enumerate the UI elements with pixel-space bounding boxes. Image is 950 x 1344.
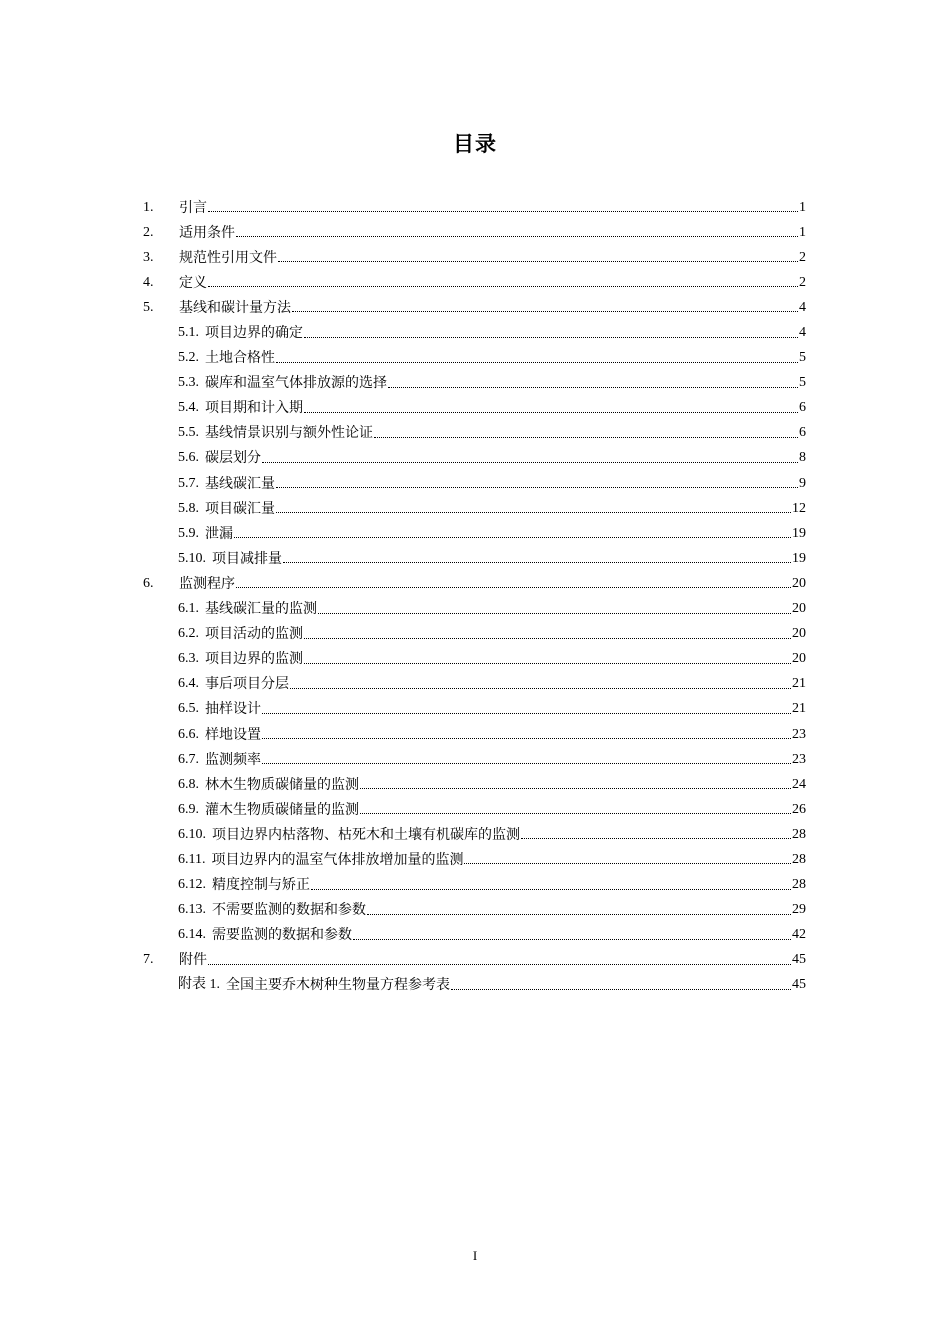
toc-entry[interactable]	[143, 195, 806, 220]
toc-entry[interactable]	[143, 446, 806, 471]
toc-entry-page: 24	[792, 776, 806, 792]
toc-entry-page: 6	[799, 400, 806, 416]
toc-entry[interactable]	[143, 973, 806, 998]
toc-entry-number: 6.2.	[178, 626, 199, 642]
toc-dot-leader	[304, 663, 791, 664]
toc-entry-page: 20	[792, 601, 806, 617]
toc-entry-number: 5.7.	[178, 475, 199, 491]
toc-entry-page: 6	[799, 425, 806, 441]
toc-entry-page: 28	[792, 877, 806, 893]
toc-entry-number: 5.9.	[178, 525, 199, 541]
toc-entry-number: 2.	[143, 224, 154, 240]
toc-entry[interactable]	[143, 622, 806, 647]
toc-entry[interactable]	[143, 923, 806, 948]
toc-entry-number: 5.3.	[178, 375, 199, 391]
toc-entry-number: 6.13.	[178, 902, 206, 918]
toc-entry[interactable]	[143, 948, 806, 973]
toc-entry-label: 碳层划分	[205, 450, 261, 467]
toc-entry-page: 20	[792, 651, 806, 667]
toc-entry[interactable]	[143, 772, 806, 797]
toc-dot-leader	[236, 587, 791, 588]
toc-entry-number: 附表 1.	[178, 977, 220, 993]
toc-entry-page: 2	[799, 274, 806, 290]
toc-entry[interactable]	[143, 496, 806, 521]
toc-entry[interactable]	[143, 371, 806, 396]
toc-entry-label: 附件	[179, 952, 207, 969]
table-of-contents	[143, 195, 806, 998]
toc-entry-label: 基线和碳计量方法	[179, 299, 291, 316]
toc-entry-page: 8	[799, 450, 806, 466]
toc-entry-number: 6.4.	[178, 676, 199, 692]
toc-entry[interactable]	[143, 822, 806, 847]
toc-entry[interactable]	[143, 421, 806, 446]
toc-entry-number: 6.7.	[178, 751, 199, 767]
toc-entry-label: 林木生物质碳储量的监测	[205, 776, 359, 793]
toc-dot-leader	[367, 914, 791, 915]
toc-entry[interactable]	[143, 647, 806, 672]
toc-entry-label: 精度控制与矫正	[212, 877, 310, 894]
toc-entry[interactable]	[143, 270, 806, 295]
toc-entry[interactable]	[143, 295, 806, 320]
toc-entry-label: 适用条件	[179, 224, 235, 241]
toc-entry[interactable]	[143, 245, 806, 270]
toc-dot-leader	[311, 889, 791, 890]
toc-entry-label: 泄漏	[205, 525, 233, 542]
toc-entry-label: 不需要监测的数据和参数	[212, 902, 366, 919]
toc-entry-number: 1.	[143, 199, 154, 215]
toc-entry-number: 5.10.	[178, 550, 206, 566]
toc-entry[interactable]	[143, 597, 806, 622]
toc-entry-label: 引言	[179, 199, 207, 216]
toc-entry-label: 抽样设计	[205, 701, 261, 718]
toc-entry[interactable]	[143, 672, 806, 697]
toc-entry-label: 全国主要乔木树种生物量方程参考表	[226, 977, 450, 994]
toc-entry-number: 6.9.	[178, 801, 199, 817]
toc-entry-page: 23	[792, 726, 806, 742]
toc-entry-page: 2	[799, 249, 806, 265]
toc-entry[interactable]	[143, 722, 806, 747]
toc-entry[interactable]	[143, 320, 806, 345]
toc-dot-leader	[360, 788, 791, 789]
toc-entry-label: 规范性引用文件	[179, 249, 277, 266]
toc-entry-page: 29	[792, 902, 806, 918]
toc-dot-leader	[292, 311, 798, 312]
toc-entry[interactable]	[143, 847, 806, 872]
toc-entry-page: 45	[792, 952, 806, 968]
toc-entry-label: 需要监测的数据和参数	[212, 927, 352, 944]
toc-dot-leader	[234, 537, 791, 538]
toc-entry-page: 5	[799, 350, 806, 366]
toc-entry-number: 5.4.	[178, 400, 199, 416]
toc-dot-leader	[388, 387, 798, 388]
toc-entry-number: 5.2.	[178, 350, 199, 366]
toc-entry-page: 21	[792, 676, 806, 692]
toc-dot-leader	[374, 437, 798, 438]
toc-entry[interactable]	[143, 571, 806, 596]
toc-entry[interactable]	[143, 747, 806, 772]
toc-entry-label: 碳库和温室气体排放源的选择	[205, 375, 387, 392]
toc-entry-label: 灌木生物质碳储量的监测	[205, 801, 359, 818]
toc-entry-number: 5.1.	[178, 325, 199, 341]
toc-entry-page: 19	[792, 550, 806, 566]
toc-entry-label: 项目碳汇量	[205, 500, 275, 517]
toc-dot-leader	[304, 412, 798, 413]
toc-entry-number: 5.	[143, 299, 154, 315]
page-title: 目录	[453, 132, 497, 156]
toc-entry-label: 基线碳汇量	[205, 475, 275, 492]
toc-entry-page: 9	[799, 475, 806, 491]
toc-entry-number: 6.5.	[178, 701, 199, 717]
toc-entry[interactable]	[143, 898, 806, 923]
toc-entry[interactable]	[143, 346, 806, 371]
toc-entry-label: 基线碳汇量的监测	[205, 601, 317, 618]
toc-dot-leader	[318, 613, 791, 614]
toc-entry-number: 6.1.	[178, 601, 199, 617]
toc-entry-page: 12	[792, 500, 806, 516]
toc-entry-number: 6.3.	[178, 651, 199, 667]
toc-dot-leader	[208, 286, 798, 287]
toc-entry-label: 监测频率	[205, 751, 261, 768]
toc-entry-number: 6.6.	[178, 726, 199, 742]
toc-entry-page: 4	[799, 299, 806, 315]
toc-entry-label: 项目减排量	[212, 550, 282, 567]
toc-entry-page: 1	[799, 199, 806, 215]
toc-entry[interactable]	[143, 521, 806, 546]
toc-entry-label: 项目边界内枯落物、枯死木和土壤有机碳库的监测	[212, 826, 520, 843]
toc-entry-number: 6.11.	[178, 851, 206, 867]
toc-entry-number: 6.8.	[178, 776, 199, 792]
toc-dot-leader	[276, 362, 798, 363]
toc-entry-page: 28	[792, 851, 806, 867]
toc-entry-page: 21	[792, 701, 806, 717]
toc-dot-leader	[353, 939, 791, 940]
toc-entry-page: 42	[792, 927, 806, 943]
toc-entry[interactable]	[143, 546, 806, 571]
toc-entry-label: 监测程序	[179, 575, 235, 592]
toc-entry-number: 5.6.	[178, 450, 199, 466]
toc-dot-leader	[236, 236, 798, 237]
toc-entry-number: 5.8.	[178, 500, 199, 516]
toc-entry-label: 项目边界的确定	[205, 325, 303, 342]
toc-entry-number: 6.10.	[178, 826, 206, 842]
toc-entry-label: 基线情景识别与额外性论证	[205, 425, 373, 442]
toc-dot-leader	[262, 738, 791, 739]
toc-entry-number: 6.	[143, 575, 154, 591]
toc-entry-page: 4	[799, 325, 806, 341]
toc-dot-leader	[283, 562, 791, 563]
toc-entry[interactable]	[143, 697, 806, 722]
toc-dot-leader	[290, 688, 791, 689]
toc-entry[interactable]	[143, 471, 806, 496]
page-number: I	[472, 1248, 478, 1263]
toc-entry-page: 20	[792, 626, 806, 642]
toc-entry-label: 项目边界内的温室气体排放增加量的监测	[211, 851, 464, 868]
toc-dot-leader	[262, 462, 798, 463]
toc-entry[interactable]	[143, 873, 806, 898]
toc-entry-number: 5.5.	[178, 425, 199, 441]
toc-entry-number: 6.12.	[178, 877, 206, 893]
toc-entry[interactable]	[143, 220, 806, 245]
toc-dot-leader	[360, 813, 791, 814]
toc-entry-page: 28	[792, 826, 806, 842]
toc-entry-number: 7.	[143, 952, 154, 968]
toc-entry-label: 事后项目分层	[205, 676, 289, 693]
toc-entry-number: 3.	[143, 249, 154, 265]
toc-dot-leader	[464, 863, 791, 864]
toc-dot-leader	[304, 337, 798, 338]
toc-entry-page: 20	[792, 575, 806, 591]
toc-dot-leader	[521, 838, 791, 839]
toc-entry[interactable]	[143, 396, 806, 421]
toc-dot-leader	[276, 487, 798, 488]
toc-entry-label: 项目边界的监测	[205, 651, 303, 668]
toc-dot-leader	[208, 211, 798, 212]
toc-dot-leader	[451, 989, 791, 990]
toc-entry-number: 4.	[143, 274, 154, 290]
toc-entry-page: 23	[792, 751, 806, 767]
toc-entry-number: 6.14.	[178, 927, 206, 943]
toc-entry-label: 土地合格性	[205, 350, 275, 367]
toc-dot-leader	[262, 713, 791, 714]
toc-dot-leader	[208, 964, 791, 965]
toc-entry-page: 1	[799, 224, 806, 240]
toc-dot-leader	[276, 512, 791, 513]
toc-dot-leader	[304, 638, 791, 639]
toc-entry-label: 定义	[179, 274, 207, 291]
toc-entry-label: 项目期和计入期	[205, 400, 303, 417]
toc-entry-page: 5	[799, 375, 806, 391]
toc-dot-leader	[262, 763, 791, 764]
toc-entry-label: 项目活动的监测	[205, 626, 303, 643]
toc-entry-page: 45	[792, 977, 806, 993]
toc-entry[interactable]	[143, 797, 806, 822]
toc-dot-leader	[278, 261, 798, 262]
toc-entry-label: 样地设置	[205, 726, 261, 743]
toc-entry-page: 19	[792, 525, 806, 541]
toc-entry-page: 26	[792, 801, 806, 817]
